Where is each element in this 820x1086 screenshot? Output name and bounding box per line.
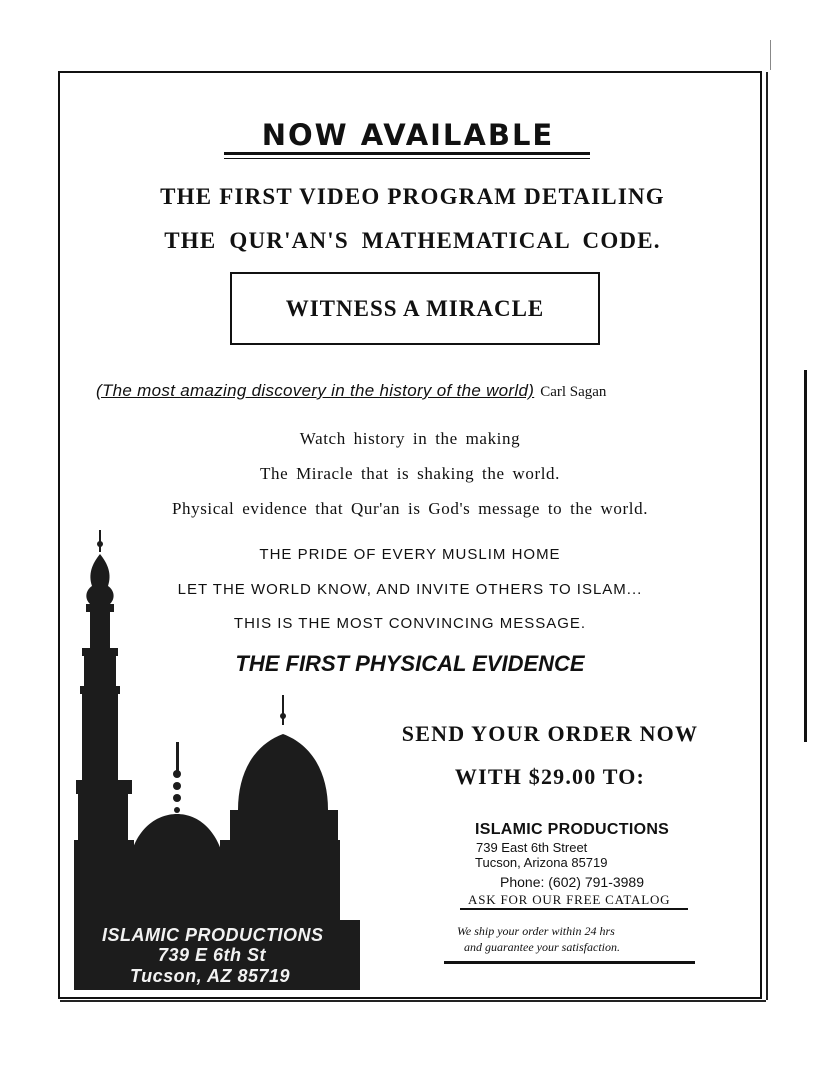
scan-edge-mark: [804, 370, 807, 742]
subheadline-line-1: THE FIRST VIDEO PROGRAM DETAILING: [160, 184, 665, 209]
headline: NOW AVAILABLE: [261, 118, 555, 152]
mosque-caption-city: Tucson, AZ 85719: [130, 966, 291, 986]
scan-edge-tick: [770, 40, 771, 70]
address-company: ISLAMIC PRODUCTIONS: [475, 821, 670, 838]
catalog-offer: ASK FOR OUR FREE CATALOG: [468, 892, 671, 907]
caps-line-2: LET THE WORLD KNOW, AND INVITE OTHERS TO ISLAM...: [177, 581, 643, 598]
shipping-rule: [444, 961, 695, 964]
order-line-2: WITH $29.00 TO:: [454, 764, 646, 789]
caps-line-1: THE PRIDE OF EVERY MUSLIM HOME: [259, 546, 561, 563]
address-street: 739 East 6th Street: [476, 840, 588, 855]
frame-shadow-bottom: [60, 1000, 766, 1002]
body-line-2: The Miracle that is shaking the world.: [260, 464, 560, 483]
address-phone: Phone: (602) 791-3989: [500, 874, 644, 890]
boxed-title: WITNESS A MIRACLE: [285, 296, 545, 321]
shipping-line-1: We ship your order within 24 hrs: [457, 924, 615, 938]
frame-shadow-right: [766, 72, 768, 1000]
subheadline-line-2: THE QUR'AN'S MATHEMATICAL CODE.: [164, 228, 661, 253]
body-line-3: Physical evidence that Qur'an is God's message to the world.: [171, 499, 649, 518]
address-city: Tucson, Arizona 85719: [475, 855, 608, 870]
quote-text: (The most amazing discovery in the history of the world): [96, 381, 535, 400]
catalog-rule: [460, 908, 688, 910]
shipping-line-2: and guarantee your satisfaction.: [464, 940, 620, 954]
quote-author: Carl Sagan: [540, 384, 607, 400]
headline-rule: [224, 152, 590, 155]
mosque-caption-street: 739 E 6th St: [158, 945, 267, 965]
caps-line-3: THIS IS THE MOST CONVINCING MESSAGE.: [233, 615, 587, 632]
mosque-caption-name: ISLAMIC PRODUCTIONS: [102, 925, 324, 945]
evidence-line: THE FIRST PHYSICAL EVIDENCE: [235, 651, 585, 676]
body-line-1: Watch history in the making: [299, 429, 521, 448]
headline-rule-thin: [224, 158, 590, 159]
order-line-1: SEND YOUR ORDER NOW: [401, 721, 699, 746]
quote-line: [96, 381, 716, 401]
